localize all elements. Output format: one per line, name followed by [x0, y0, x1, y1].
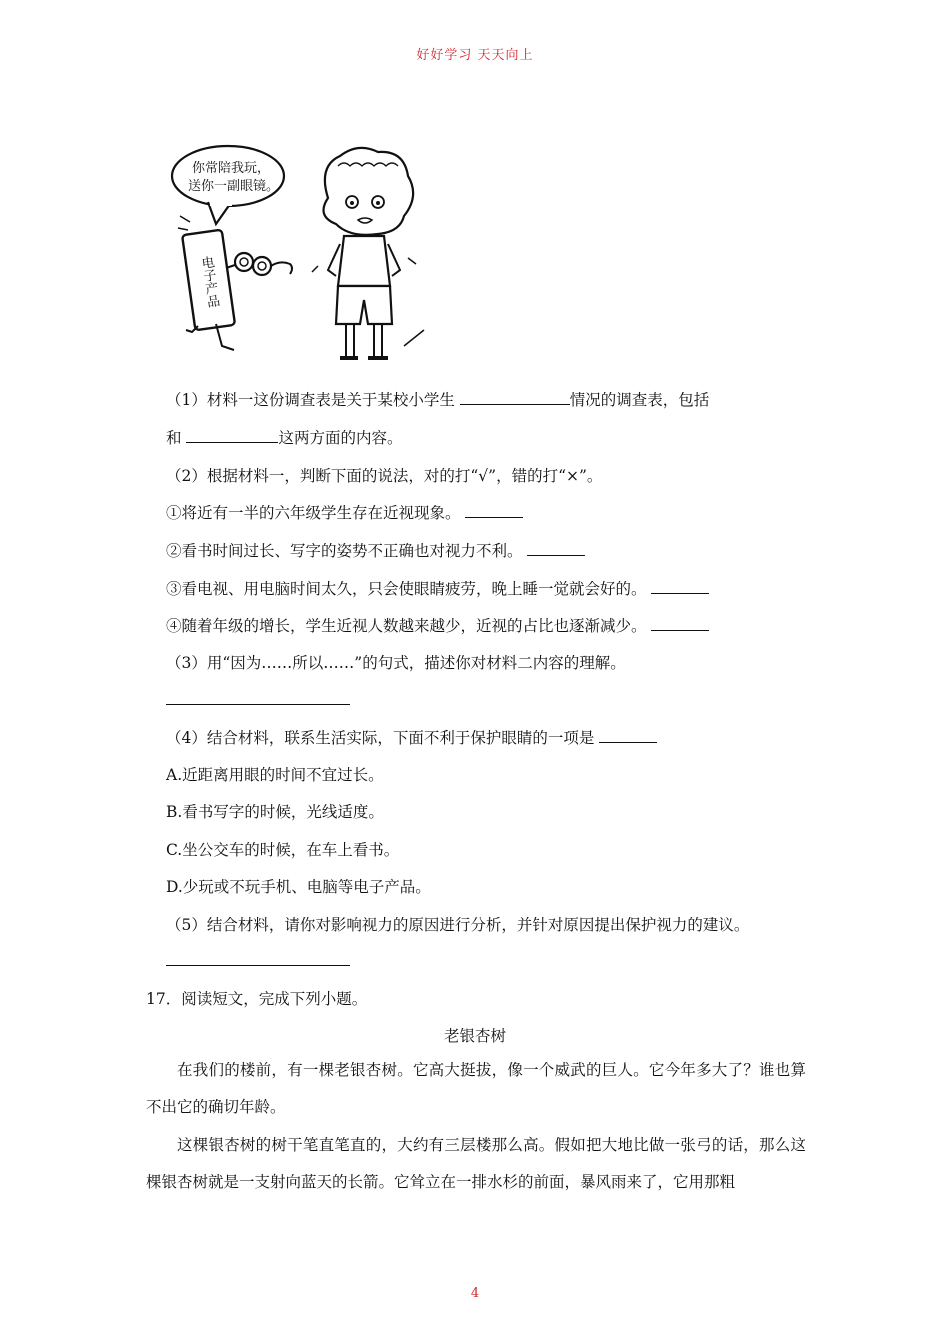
page-header: 好好学习 天天向上: [416, 48, 534, 63]
answer-line[interactable]: [166, 965, 350, 966]
page-number: 4: [470, 1286, 480, 1301]
passage-paragraph: 在我们的楼前，有一棵老银杏树。它高大挺拔，像一个威武的巨人。它今年多大了？谁也算不出它的确切年龄。: [146, 1061, 806, 1116]
boy-character: [312, 148, 424, 358]
question-3-prompt: （3）用“因为……所以……”的句式，描述你对材料二内容的理解。: [166, 654, 626, 672]
answer-blank[interactable]: [527, 541, 585, 556]
question-1-line1: （1）材料一这份调查表是关于某校小学生 情况的调查表，包括: [166, 391, 710, 409]
bubble-line2: 送你一副眼镜。: [188, 179, 280, 194]
phone-character: [182, 230, 235, 331]
question-2-item: ①将近有一半的六年级学生存在近视现象。: [166, 501, 523, 523]
glasses-icon: [235, 253, 292, 275]
passage-title: 老银杏树: [443, 1027, 506, 1045]
question-17-prompt: 17．阅读短文，完成下列小题。: [146, 990, 368, 1008]
bubble-line1: 你常陪我玩，: [192, 161, 271, 176]
answer-blank[interactable]: [599, 728, 657, 743]
question-1-line2: 和 这两方面的内容。: [166, 429, 403, 447]
speech-bubble: [172, 146, 284, 224]
passage-paragraph: 这棵银杏树的树干笔直笔直的，大约有三层楼那么高。假如把大地比做一张弓的话，那么这棵银杏树就是一支射向蓝天的长箭。它耸立在一排水杉的前面，暴风雨来了，它用那粗: [146, 1136, 806, 1191]
answer-blank[interactable]: [460, 390, 570, 405]
question-4-prompt: （4）结合材料，联系生活实际，下面不利于保护眼睛的一项是: [166, 726, 657, 748]
question-5-prompt: （5）结合材料，请你对影响视力的原因进行分析，并针对原因提出保护视力的建议。: [166, 916, 750, 934]
answer-blank[interactable]: [651, 616, 709, 631]
device-label: 电子产品: [197, 255, 220, 309]
answer-blank[interactable]: [465, 503, 523, 518]
question-2-item: ②看书时间过长、写字的姿势不正确也对视力不利。: [166, 539, 585, 561]
answer-line[interactable]: [166, 704, 350, 705]
answer-blank[interactable]: [651, 579, 709, 594]
question-2-prompt: （2）根据材料一，判断下面的说法，对的打“√”，错的打“×”。: [166, 467, 603, 485]
option-a: A.近距离用眼的时间不宜过长。: [166, 766, 384, 784]
option-c: C.坐公交车的时候，在车上看书。: [166, 841, 400, 859]
cartoon-illustration: [168, 136, 428, 376]
question-2-item: ③看电视、用电脑时间太久，只会使眼睛疲劳，晚上睡一觉就会好的。: [166, 577, 709, 599]
question-2-item: ④随着年级的增长，学生近视人数越来越少，近视的占比也逐渐减少。: [166, 614, 709, 636]
answer-blank[interactable]: [186, 428, 278, 443]
option-b: B.看书写字的时候，光线适度。: [166, 803, 384, 821]
option-d: D.少玩或不玩手机、电脑等电子产品。: [166, 878, 431, 896]
